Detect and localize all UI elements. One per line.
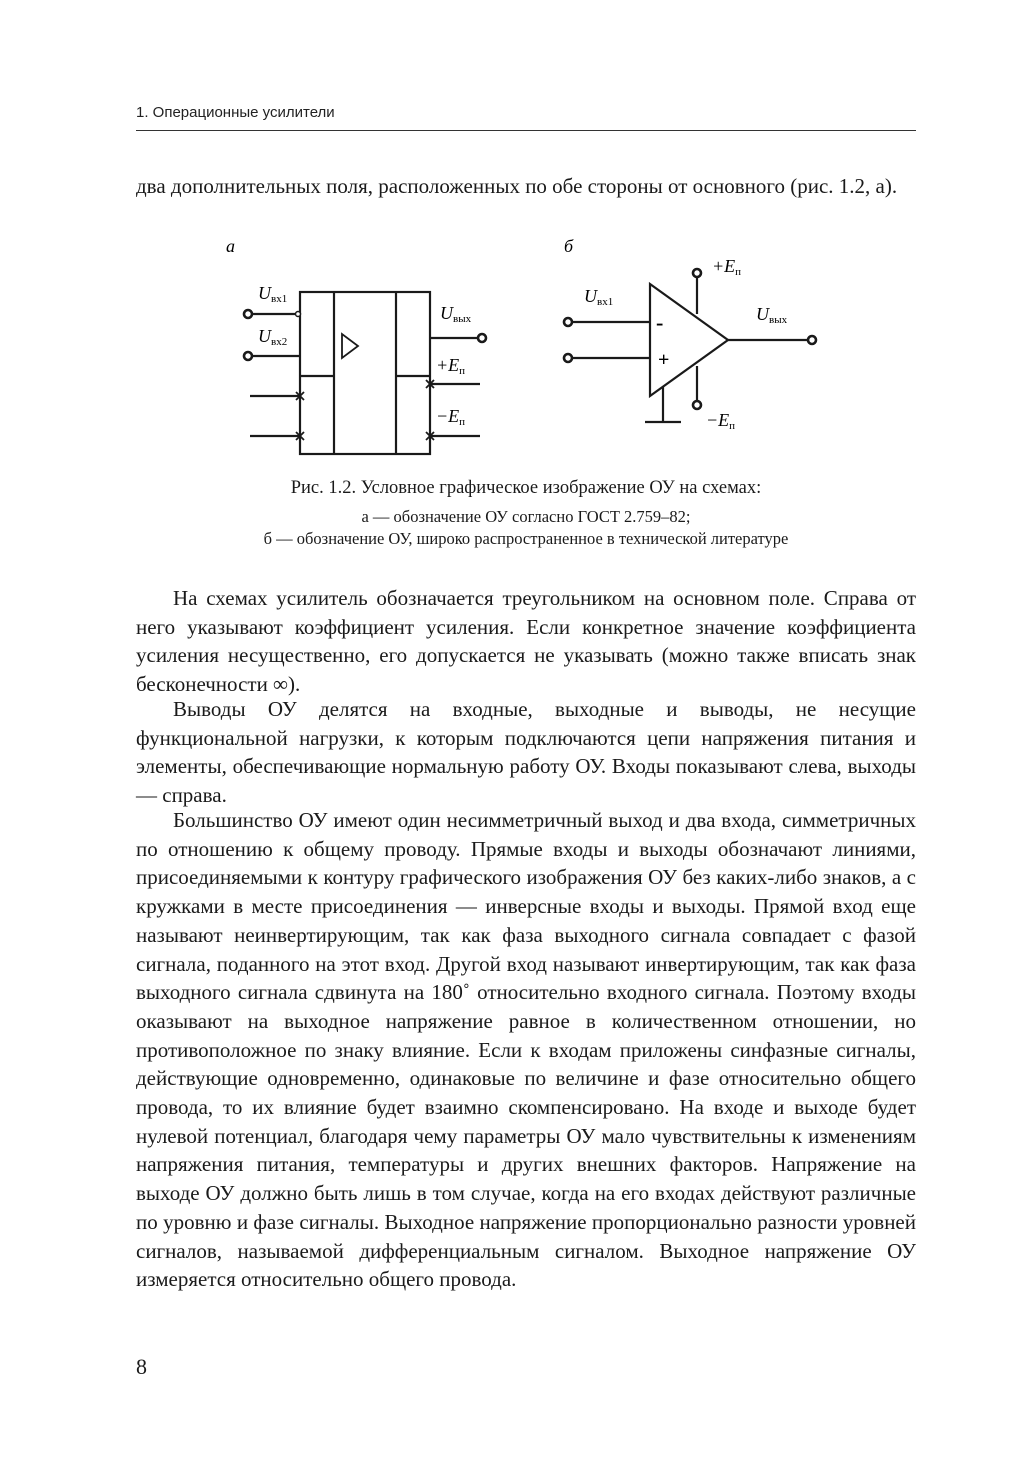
label-b-out: Uвых [756,304,788,326]
label-b-plus-supply: +Eп [712,256,742,278]
paragraph-inputs: Большинство ОУ имеют один несимметричный выход и два входа, симметричных по отношению к общему проводу. Прямые входы и выходы обозначают линиями, присоединяемыми к контуру графического изображения ОУ без каких-либо знаков, а с кружками в месте присоединения — инверсные входы и выходы. Прямой вход еще называют неинвертирующим, так как фаза выходного сигнала совпадает с фазой сигнала, поданного на этот вход. Другой вход называют инвертирующим, так как фаза выходного сигнала сдвинута на 180˚ относительно входного сигнала. Поэтому входы оказывают на выходное напряжение равное в количественном отношении, но противоположное по знаку влияние. Если к входам приложены синфазные сигналы, действующие одновременно, одинаковые по величине и фазе относительно общего провода, то их влияние будет взаимно скомпенсировано. На входе и выходе будет нулевой потенциал, благодаря чему параметры ОУ мало чувствительны к изменениям напряжения питания, температуры и других внешних факторов. Напряжение на выходе ОУ должно быть лишь в том случае, когда на его входах действуют различные по уровню и фазе сигналы. Выходное напряжение пропорционально разности уровней сигналов, называемой дифференциальным сигналом. Выходное напряжение ОУ измеряется относительно общего провода. [136,808,916,1292]
figure-caption-b: б — обозначение ОУ, широко распространенное в технической литературе [263,529,789,548]
figure-caption-a: а — обозначение ОУ согласно ГОСТ 2.759–82; [361,507,691,526]
label-b-in: Uвх1 [584,286,614,308]
label-a: а [226,236,235,256]
running-header: 1. Операционные усилители [136,104,335,121]
label-a-plus-supply: +Eп [436,355,466,377]
diagram-b-opamp-triangle [564,269,816,422]
paragraph-pins: Выводы ОУ делятся на входные, выходные и выводы, не несущие функциональной нагрузки, к которым подключаются цепи напряжения питания и элементы, обеспечивающие нормальную работу ОУ. Входы показывают слева, выходы — справа. [136,697,916,808]
paragraph-intro: два дополнительных поля, расположенных по обе стороны от основного (рис. 1.2, а). [136,174,898,198]
figure-caption-title: Рис. 1.2. Условное графическое изображение ОУ на схемах: [290,478,762,498]
label-b-minus-supply: −Eп [706,410,736,432]
inverting-sign: - [656,310,664,335]
paragraph-triangle: На схемах усилитель обозначается треугольником на основном поле. Справа от него указывают коэффициент усиления. Если конкретное значение коэффициента усиления несущественно, его допускается не указывать (можно также вписать знак бесконечности ∞). [136,586,916,697]
page-number: 8 [136,1354,147,1379]
label-a-in1: Uвх1 [258,283,288,305]
label-a-in2: Uвх2 [258,326,288,348]
nc-marks [296,380,434,440]
figure-1-2 [0,0,1034,470]
label-b: б [564,236,574,256]
noninverting-sign: + [658,349,670,371]
label-a-minus-supply: −Eп [436,406,466,428]
label-a-out: Uвых [440,303,472,325]
amplifier-triangle-icon [342,334,358,358]
